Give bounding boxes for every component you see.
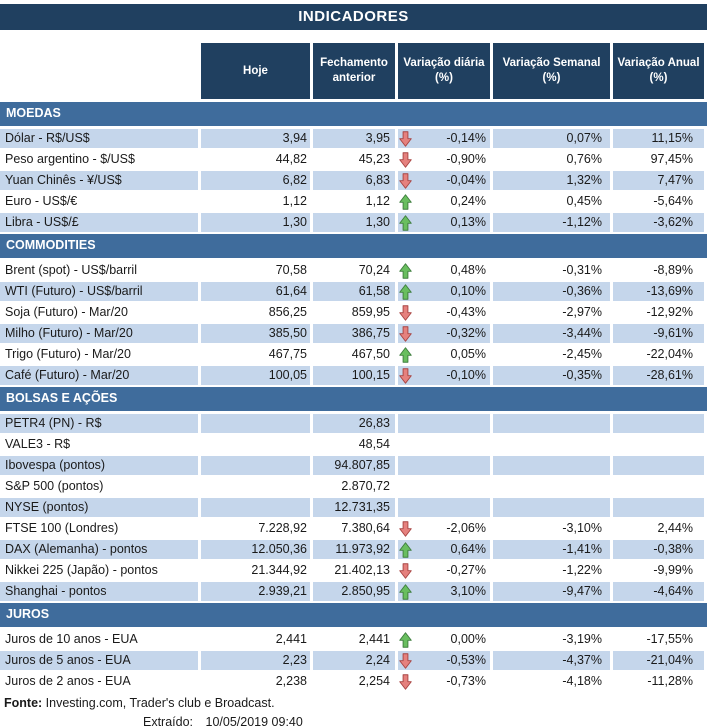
table-row[interactable] [0,171,707,190]
variacao-diaria-value: 0,05% [450,347,486,361]
row-label: NYSE (pontos) [0,498,198,517]
hoje-cell [201,435,310,454]
variacao-semanal-cell: -3,10% [493,519,610,538]
variacao-diaria-value: 0,00% [450,632,486,646]
hoje-cell: 385,50 [201,324,310,343]
variacao-semanal-cell: -1,41% [493,540,610,559]
variacao-semanal-cell: -2,97% [493,303,610,322]
hoje-cell [201,477,310,496]
column-header-variacao-semanal: Variação Semanal (%) [493,43,610,99]
hoje-cell: 2,441 [201,630,310,649]
variacao-diaria-value: 0,10% [450,284,486,298]
variacao-diaria-value: 0,13% [450,215,486,229]
up-arrow-icon [399,284,412,300]
row-label: Peso argentino - $/US$ [0,150,198,169]
row-label: Juros de 10 anos - EUA [0,630,198,649]
variacao-diaria-cell [398,282,490,301]
hoje-cell: 100,05 [201,366,310,385]
table-row[interactable] [0,150,707,169]
variacao-anual-cell: -9,99% [613,561,704,580]
variacao-anual-cell: -0,38% [613,540,704,559]
down-arrow-icon [399,305,412,321]
fechamento-cell: 11.973,92 [313,540,395,559]
up-arrow-icon [399,194,412,210]
fechamento-cell: 21.402,13 [313,561,395,580]
variacao-anual-cell: -12,92% [613,303,704,322]
variacao-anual-cell [613,414,704,433]
variacao-semanal-cell: -4,37% [493,651,610,670]
variacao-anual-cell [613,498,704,517]
table-body [0,102,707,691]
fechamento-cell: 386,75 [313,324,395,343]
fechamento-cell: 1,30 [313,213,395,232]
variacao-semanal-cell: -0,36% [493,282,610,301]
source-line [0,694,707,713]
variacao-diaria-value: -0,14% [446,131,486,145]
source-label: Fonte: [4,696,43,710]
variacao-diaria-cell [398,261,490,280]
fechamento-cell: 2.870,72 [313,477,395,496]
variacao-diaria-cell [398,651,490,670]
variacao-diaria-cell [398,213,490,232]
column-header-variacao-diaria: Variação diária (%) [398,43,490,99]
variacao-diaria-cell [398,582,490,601]
hoje-cell: 2,23 [201,651,310,670]
variacao-diaria-cell [398,414,490,433]
row-label: Ibovespa (pontos) [0,456,198,475]
variacao-diaria-cell [398,498,490,517]
variacao-diaria-value: -0,90% [446,152,486,166]
row-label: Milho (Futuro) - Mar/20 [0,324,198,343]
table-row[interactable] [0,651,707,670]
down-arrow-icon [399,653,412,669]
hoje-cell: 7.228,92 [201,519,310,538]
variacao-anual-cell: -17,55% [613,630,704,649]
row-label: Brent (spot) - US$/barril [0,261,198,280]
variacao-diaria-value: -0,10% [446,368,486,382]
variacao-diaria-cell [398,456,490,475]
table-row[interactable] [0,366,707,385]
fechamento-cell: 467,50 [313,345,395,364]
hoje-cell: 1,12 [201,192,310,211]
variacao-anual-cell: -28,61% [613,366,704,385]
hoje-cell: 2.939,21 [201,582,310,601]
table-row[interactable] [0,630,707,649]
table-row[interactable] [0,498,707,517]
variacao-semanal-cell: -1,22% [493,561,610,580]
column-header-hoje: Hoje [201,43,310,99]
down-arrow-icon [399,326,412,342]
down-arrow-icon [399,152,412,168]
variacao-semanal-cell [493,435,610,454]
variacao-anual-cell: -5,64% [613,192,704,211]
up-arrow-icon [399,215,412,231]
variacao-semanal-cell: 0,76% [493,150,610,169]
table-row[interactable] [0,261,707,280]
variacao-diaria-cell [398,630,490,649]
column-header-variacao-anual: Variação Anual (%) [613,43,704,99]
variacao-diaria-cell [398,150,490,169]
variacao-diaria-cell [398,561,490,580]
table-row[interactable] [0,345,707,364]
up-arrow-icon [399,347,412,363]
variacao-diaria-cell [398,171,490,190]
fechamento-cell: 100,15 [313,366,395,385]
variacao-diaria-cell [398,324,490,343]
fechamento-cell: 45,23 [313,150,395,169]
down-arrow-icon [399,173,412,189]
variacao-semanal-cell: 0,07% [493,129,610,148]
down-arrow-icon [399,521,412,537]
table-row[interactable] [0,672,707,691]
up-arrow-icon [399,542,412,558]
fechamento-cell: 61,58 [313,282,395,301]
row-label: Dólar - R$/US$ [0,129,198,148]
variacao-diaria-value: 0,64% [450,542,486,556]
row-label: S&P 500 (pontos) [0,477,198,496]
up-arrow-icon [399,584,412,600]
table-row[interactable] [0,456,707,475]
variacao-diaria-cell [398,303,490,322]
variacao-diaria-value: -0,73% [446,674,486,688]
extracted-line [0,713,707,727]
variacao-anual-cell [613,477,704,496]
row-label: Café (Futuro) - Mar/20 [0,366,198,385]
table-row[interactable] [0,435,707,454]
row-label: DAX (Alemanha) - pontos [0,540,198,559]
variacao-anual-cell: -8,89% [613,261,704,280]
fechamento-cell: 3,95 [313,129,395,148]
source-text: Investing.com, Trader's club e Broadcast. [42,696,275,710]
row-label: FTSE 100 (Londres) [0,519,198,538]
down-arrow-icon [399,368,412,384]
down-arrow-icon [399,563,412,579]
table-row[interactable] [0,129,707,148]
extracted-label: Extraído: [143,715,194,727]
hoje-cell: 1,30 [201,213,310,232]
variacao-diaria-cell [398,129,490,148]
variacao-diaria-value: -0,04% [446,173,486,187]
hoje-cell: 467,75 [201,345,310,364]
variacao-semanal-cell [493,414,610,433]
variacao-anual-cell: -22,04% [613,345,704,364]
row-label: Juros de 2 anos - EUA [0,672,198,691]
hoje-cell: 12.050,36 [201,540,310,559]
fechamento-cell: 2,441 [313,630,395,649]
fechamento-cell: 12.731,35 [313,498,395,517]
variacao-semanal-cell: -0,35% [493,366,610,385]
variacao-diaria-value: -0,27% [446,563,486,577]
variacao-diaria-value: -0,53% [446,653,486,667]
fechamento-cell: 2.850,95 [313,582,395,601]
variacao-diaria-cell [398,345,490,364]
variacao-diaria-value: 0,24% [450,194,486,208]
variacao-anual-cell [613,456,704,475]
variacao-anual-cell: -3,62% [613,213,704,232]
variacao-anual-cell: -9,61% [613,324,704,343]
fechamento-cell: 70,24 [313,261,395,280]
hoje-cell: 70,58 [201,261,310,280]
row-label: Soja (Futuro) - Mar/20 [0,303,198,322]
variacao-diaria-cell [398,366,490,385]
table-row[interactable] [0,540,707,559]
variacao-semanal-cell: -3,44% [493,324,610,343]
report-footer [0,694,707,727]
table-row[interactable] [0,213,707,232]
variacao-semanal-cell: -9,47% [493,582,610,601]
fechamento-cell: 2,254 [313,672,395,691]
row-label: Trigo (Futuro) - Mar/20 [0,345,198,364]
fechamento-cell: 859,95 [313,303,395,322]
table-row[interactable] [0,477,707,496]
variacao-diaria-value: 3,10% [450,584,486,598]
table-row[interactable] [0,519,707,538]
fechamento-cell: 94.807,85 [313,456,395,475]
section-header-juros: JUROS [0,603,707,627]
variacao-diaria-cell [398,192,490,211]
hoje-cell [201,456,310,475]
table-row[interactable] [0,192,707,211]
variacao-anual-cell: 11,15% [613,129,704,148]
hoje-cell: 2,238 [201,672,310,691]
variacao-diaria-cell [398,519,490,538]
fechamento-cell: 48,54 [313,435,395,454]
table-row[interactable] [0,582,707,601]
row-label: WTI (Futuro) - US$/barril [0,282,198,301]
row-label: Euro - US$/€ [0,192,198,211]
hoje-cell: 6,82 [201,171,310,190]
table-row[interactable] [0,324,707,343]
variacao-diaria-cell [398,540,490,559]
row-label: PETR4 (PN) - R$ [0,414,198,433]
extracted-timestamp: 10/05/2019 09:40 [205,715,303,727]
variacao-anual-cell: 2,44% [613,519,704,538]
section-header-moedas: MOEDAS [0,102,707,126]
variacao-diaria-value: 0,48% [450,263,486,277]
up-arrow-icon [399,632,412,648]
variacao-diaria-value: -0,32% [446,326,486,340]
variacao-semanal-cell [493,498,610,517]
row-label: Nikkei 225 (Japão) - pontos [0,561,198,580]
variacao-semanal-cell: -0,31% [493,261,610,280]
section-header-commodities: COMMODITIES [0,234,707,258]
fechamento-cell: 6,83 [313,171,395,190]
row-label: Libra - US$/£ [0,213,198,232]
down-arrow-icon [399,131,412,147]
hoje-cell: 61,64 [201,282,310,301]
variacao-semanal-cell: 1,32% [493,171,610,190]
section-header-bolsas-e-a-es: BOLSAS E AÇÕES [0,387,707,411]
hoje-cell [201,498,310,517]
column-header-row [0,43,707,99]
variacao-anual-cell: -21,04% [613,651,704,670]
table-row[interactable] [0,561,707,580]
variacao-diaria-cell [398,477,490,496]
hoje-cell: 856,25 [201,303,310,322]
table-row[interactable] [0,282,707,301]
variacao-semanal-cell: -3,19% [493,630,610,649]
fechamento-cell: 2,24 [313,651,395,670]
variacao-anual-cell: 97,45% [613,150,704,169]
variacao-semanal-cell: -4,18% [493,672,610,691]
page-title: INDICADORES [0,4,707,30]
column-header-fechamento: Fechamento anterior [313,43,395,99]
variacao-semanal-cell: 0,45% [493,192,610,211]
variacao-diaria-value: -0,43% [446,305,486,319]
row-label: Juros de 5 anos - EUA [0,651,198,670]
hoje-cell: 21.344,92 [201,561,310,580]
row-label: VALE3 - R$ [0,435,198,454]
variacao-semanal-cell: -1,12% [493,213,610,232]
hoje-cell: 3,94 [201,129,310,148]
variacao-semanal-cell [493,477,610,496]
variacao-semanal-cell: -2,45% [493,345,610,364]
variacao-diaria-cell [398,435,490,454]
fechamento-cell: 7.380,64 [313,519,395,538]
variacao-anual-cell: -13,69% [613,282,704,301]
variacao-anual-cell: -11,28% [613,672,704,691]
row-label: Shanghai - pontos [0,582,198,601]
up-arrow-icon [399,263,412,279]
variacao-anual-cell: -4,64% [613,582,704,601]
fechamento-cell: 1,12 [313,192,395,211]
hoje-cell [201,414,310,433]
hoje-cell: 44,82 [201,150,310,169]
variacao-diaria-value: -2,06% [446,521,486,535]
variacao-anual-cell [613,435,704,454]
table-row[interactable] [0,303,707,322]
column-header-spacer [0,43,198,99]
variacao-anual-cell: 7,47% [613,171,704,190]
variacao-semanal-cell [493,456,610,475]
variacao-diaria-cell [398,672,490,691]
fechamento-cell: 26,83 [313,414,395,433]
down-arrow-icon [399,674,412,690]
row-label: Yuan Chinês - ¥/US$ [0,171,198,190]
table-row[interactable] [0,414,707,433]
